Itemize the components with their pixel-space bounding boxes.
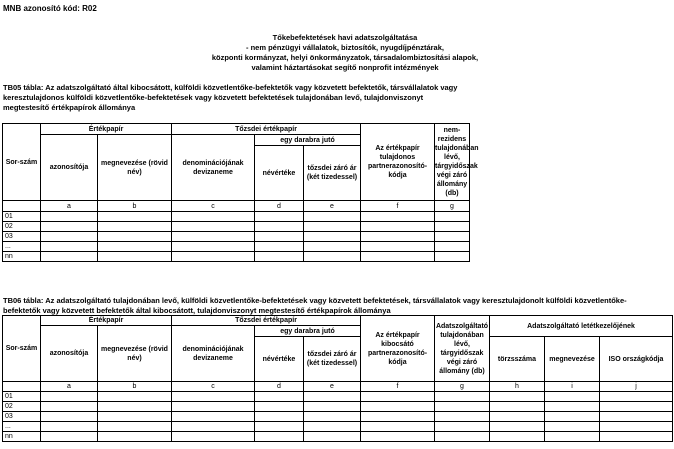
- tb06-h-torzsszama: törzsszáma: [490, 337, 545, 382]
- tb06-cell[interactable]: [98, 422, 172, 432]
- tb05-cell-allomany[interactable]: [435, 212, 470, 222]
- tb06-cell[interactable]: [490, 402, 545, 412]
- tb05-cell-nevertek[interactable]: [255, 242, 304, 252]
- tb06-cell[interactable]: [41, 402, 98, 412]
- tb06-cell[interactable]: [490, 392, 545, 402]
- tb06-cell[interactable]: [490, 412, 545, 422]
- tb05-cell-allomany[interactable]: [435, 242, 470, 252]
- tb06-cell[interactable]: [545, 392, 600, 402]
- tb06-h-letetkezelo: Adatszolgáltató letétkezelőjének: [490, 316, 673, 337]
- tb06-letter: a: [41, 382, 98, 392]
- tb05-cell-megnevezes[interactable]: [98, 232, 172, 242]
- tb06-letter: i: [545, 382, 600, 392]
- tb05-cell-partner[interactable]: [361, 252, 435, 262]
- tb06-cell[interactable]: [490, 422, 545, 432]
- tb05-letter: e: [304, 201, 361, 212]
- tb05-cell-deviza[interactable]: [172, 242, 255, 252]
- tb06-letter: c: [172, 382, 255, 392]
- tb06-cell[interactable]: [545, 422, 600, 432]
- tb06-cell[interactable]: [41, 412, 98, 422]
- table-row: [3, 432, 673, 442]
- tb05-h-nevertek: névértéke: [255, 146, 304, 201]
- tb05-row-number: 03: [3, 232, 41, 242]
- tb06-cell[interactable]: [545, 402, 600, 412]
- tb06-h-nevertek: névértéke: [255, 337, 304, 382]
- tb06-cell[interactable]: [600, 412, 673, 422]
- tb06-row-number: 03: [3, 412, 41, 422]
- tb05-cell-allomany[interactable]: [435, 222, 470, 232]
- tb06-cell[interactable]: [304, 402, 361, 412]
- tb06-letter: g: [435, 382, 490, 392]
- tb06-cell[interactable]: [435, 392, 490, 402]
- tb05-h-megnevezese: megnevezése (rövid név): [98, 135, 172, 201]
- tb06-cell[interactable]: [304, 392, 361, 402]
- tb06-cell[interactable]: [98, 432, 172, 442]
- tb06-letter-blank: [3, 382, 41, 392]
- tb05-row-number: nn: [3, 252, 41, 262]
- tb06-caption-line-2: befektetők vagy közvetett befektetők által kibocsátott, tulajdonviszonyt megtestesítő értékpapírok állománya: [3, 306, 391, 315]
- tb06-row-number: 02: [3, 402, 41, 412]
- tb05-row-number: 02: [3, 222, 41, 232]
- table-row: [3, 242, 470, 252]
- report-title: [150, 33, 540, 73]
- tb05-cell-azonosito[interactable]: [41, 232, 98, 242]
- tb06-cell[interactable]: [435, 422, 490, 432]
- table-row: [3, 252, 470, 262]
- tb05-cell-zaroar[interactable]: [304, 232, 361, 242]
- tb06-cell[interactable]: [361, 402, 435, 412]
- tb06-h-iso: ISO országkódja: [600, 337, 673, 382]
- tb05-cell-deviza[interactable]: [172, 212, 255, 222]
- tb05-letter: d: [255, 201, 304, 212]
- tb05-cell-zaroar[interactable]: [304, 222, 361, 232]
- tb05-cell-deviza[interactable]: [172, 232, 255, 242]
- tb06-cell[interactable]: [545, 412, 600, 422]
- tb06-cell[interactable]: [255, 392, 304, 402]
- tb06-letter: f: [361, 382, 435, 392]
- tb05-letter: a: [41, 201, 98, 212]
- tb05-cell-nevertek[interactable]: [255, 212, 304, 222]
- tb05-h-darabra: egy darabra jutó: [255, 135, 361, 146]
- tb06-cell[interactable]: [41, 432, 98, 442]
- tb05-h-partner: Az értékpapír tulajdonos partnerazonosító-kódja: [361, 124, 435, 201]
- table-row: [3, 402, 673, 412]
- tb06-cell[interactable]: [304, 432, 361, 442]
- tb05-h-ertekpapir: Értékpapír: [41, 124, 172, 135]
- tb06-h-denominacio: denominációjának devizaneme: [172, 326, 255, 382]
- tb06-caption-line-1: TB06 tábla: Az adatszolgáltató tulajdonában levő, külföldi közvetlentőke-befektetések vagy közvetett befektetések, társvállalatok vagy keresztulajdonolt külföldi közvetlentőke-: [3, 296, 627, 305]
- tb05-cell-zaroar[interactable]: [304, 242, 361, 252]
- tb06-cell[interactable]: [304, 422, 361, 432]
- tb06-cell[interactable]: [255, 402, 304, 412]
- tb05-cell-megnevezes[interactable]: [98, 242, 172, 252]
- tb06-cell[interactable]: [98, 412, 172, 422]
- tb06-cell[interactable]: [435, 402, 490, 412]
- tb06-caption: [3, 296, 673, 316]
- tb05-cell-zaroar[interactable]: [304, 212, 361, 222]
- tb05-caption-line-1: TB05 tábla: Az adatszolgáltató által kibocsátott, külföldi közvetlentőke-befektetők vagy közvetett befektetők, társvállalatok vagy: [3, 83, 458, 92]
- tb06-cell[interactable]: [172, 432, 255, 442]
- tb05-cell-azonosito[interactable]: [41, 212, 98, 222]
- tb05-h-zaroar: tőzsdei záró ár (két tizedessel): [304, 146, 361, 201]
- tb05-cell-nevertek[interactable]: [255, 252, 304, 262]
- tb06-row-number: ...: [3, 422, 41, 432]
- tb05-cell-azonosito[interactable]: [41, 252, 98, 262]
- tb06-cell[interactable]: [600, 432, 673, 442]
- tb06-cell[interactable]: [98, 392, 172, 402]
- tb05-caption-line-3: megtestesítő értékpapírok állománya: [3, 103, 136, 112]
- tb05-cell-megnevezes[interactable]: [98, 252, 172, 262]
- tb05-cell-deviza[interactable]: [172, 222, 255, 232]
- tb05-cell-partner[interactable]: [361, 212, 435, 222]
- tb06-h-allomany: Adatszolgáltató tulajdonában lévő, tárgyidőszak végi záró állomány (db): [435, 316, 490, 382]
- tb06-cell[interactable]: [255, 422, 304, 432]
- tb06-cell[interactable]: [435, 412, 490, 422]
- tb05-letter: g: [435, 201, 470, 212]
- tb06-cell[interactable]: [361, 432, 435, 442]
- tb06-cell[interactable]: [361, 392, 435, 402]
- tb05-letter: f: [361, 201, 435, 212]
- table-row: [3, 412, 673, 422]
- tb06-cell[interactable]: [600, 402, 673, 412]
- tb06-cell[interactable]: [41, 392, 98, 402]
- tb05-cell-nevertek[interactable]: [255, 222, 304, 232]
- tb06-letter: h: [490, 382, 545, 392]
- tb06-cell[interactable]: [361, 422, 435, 432]
- tb06-letter: e: [304, 382, 361, 392]
- tb05-h-rezidens: nem-rezidens tulajdonában lévő, tárgyidőszak végi záró állomány (db): [435, 124, 470, 201]
- title-line-2: - nem pénzügyi vállalatok, biztosítók, nyugdíjpénztárak,: [246, 43, 444, 52]
- tb05-cell-megnevezes[interactable]: [98, 212, 172, 222]
- tb05-cell-deviza[interactable]: [172, 252, 255, 262]
- tb05-h-denominacio: denominációjának devizaneme: [172, 135, 255, 201]
- tb06-cell[interactable]: [172, 402, 255, 412]
- tb05-cell-nevertek[interactable]: [255, 232, 304, 242]
- tb06-h-darabra: egy darabra jutó: [255, 326, 361, 337]
- tb06-row-number: nn: [3, 432, 41, 442]
- tb06-h-azonositoja: azonosítója: [41, 326, 98, 382]
- tb06-table: [2, 315, 673, 442]
- tb06-letter: j: [600, 382, 673, 392]
- tb05-h-sorszam: Sor-szám: [3, 124, 41, 201]
- tb06-letter: d: [255, 382, 304, 392]
- tb06-h-zaroar: tőzsdei záró ár (két tizedessel): [304, 337, 361, 382]
- tb06-cell[interactable]: [361, 412, 435, 422]
- tb05-h-azonositoja: azonosítója: [41, 135, 98, 201]
- tb05-caption-line-2: keresztulajdonos külföldi közvetlentőke-befektetések vagy közvetett befektetések tulajdonában levő, tulajdonviszonyt: [3, 93, 424, 102]
- tb05-cell-azonosito[interactable]: [41, 242, 98, 252]
- tb05-cell-azonosito[interactable]: [41, 222, 98, 232]
- tb06-cell[interactable]: [490, 432, 545, 442]
- tb06-h-megnevezese2: megnevezése: [545, 337, 600, 382]
- tb06-cell[interactable]: [435, 432, 490, 442]
- tb05-cell-zaroar[interactable]: [304, 252, 361, 262]
- tb06-cell[interactable]: [172, 422, 255, 432]
- table-row: [3, 422, 673, 432]
- tb05-row-number: 01: [3, 212, 41, 222]
- title-line-1: Tőkebefektetések havi adatszolgáltatása: [272, 33, 418, 42]
- tb06-letter: b: [98, 382, 172, 392]
- title-line-3: központi kormányzat, helyi önkormányzatok, társadalombiztosítási alapok,: [211, 53, 479, 62]
- tb05-cell-megnevezes[interactable]: [98, 222, 172, 232]
- tb06-cell[interactable]: [304, 412, 361, 422]
- title-line-4: valamint háztartásokat segítő nonprofit intézmények: [251, 63, 439, 72]
- tb05-letter: c: [172, 201, 255, 212]
- tb05-cell-partner[interactable]: [361, 232, 435, 242]
- tb05-caption: [3, 83, 673, 113]
- tb05-row-number: ...: [3, 242, 41, 252]
- tb05-letter: b: [98, 201, 172, 212]
- tb06-cell[interactable]: [255, 412, 304, 422]
- tb06-cell[interactable]: [172, 412, 255, 422]
- tb06-cell[interactable]: [172, 392, 255, 402]
- tb05-table: [2, 123, 479, 262]
- tb05-cell-partner[interactable]: [361, 242, 435, 252]
- tb05-cell-partner[interactable]: [361, 222, 435, 232]
- tb05-cell-allomany[interactable]: [435, 252, 470, 262]
- tb06-cell[interactable]: [600, 422, 673, 432]
- tb06-h-tozsdei: Tőzsdei értékpapír: [172, 316, 361, 326]
- tb06-h-ertekpapir: Értékpapír: [41, 316, 172, 326]
- tb06-h-sorszam: Sor-szám: [3, 316, 41, 382]
- tb05-h-tozsdei: Tőzsdei értékpapír: [172, 124, 361, 135]
- tb06-cell[interactable]: [600, 392, 673, 402]
- mnb-code: MNB azonosító kód: R02: [3, 4, 97, 13]
- tb06-cell[interactable]: [545, 432, 600, 442]
- tb05-letter-blank: [3, 201, 41, 212]
- table-row: [3, 232, 470, 242]
- tb05-cell-allomany[interactable]: [435, 232, 470, 242]
- table-row: [3, 222, 470, 232]
- tb06-h-kibocsato: Az értékpapír kibocsátó partnerazonosító-kódja: [361, 316, 435, 382]
- tb06-cell[interactable]: [41, 422, 98, 432]
- tb06-cell[interactable]: [98, 402, 172, 412]
- tb06-h-megnevezese: megnevezése (rövid név): [98, 326, 172, 382]
- table-row: [3, 212, 470, 222]
- tb06-cell[interactable]: [255, 432, 304, 442]
- table-row: [3, 392, 673, 402]
- tb06-row-number: 01: [3, 392, 41, 402]
